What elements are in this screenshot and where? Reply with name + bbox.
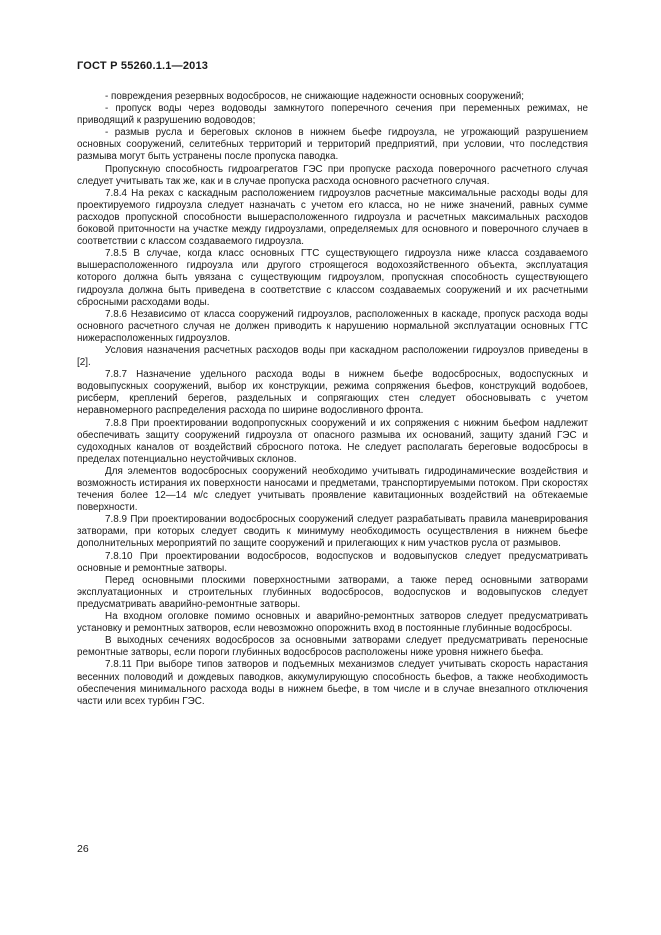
paragraph: 7.8.11 При выборе типов затворов и подъемных механизмов следует учитывать скорость нарастания весенних половодий и дождевых паводков, аккумулирующую способность бьефов, а также необходимость обеспечения минимального расхода воды в нижнем бьефе, в том числе и в случае внезапного отключения части или всех турбин ГЭС. [77,659,588,707]
page-number: 26 [77,843,89,855]
paragraph: В выходных сечениях водосбросов за основными затворами следует предусматривать переносные ремонтные затворы, если пороги глубинных водосбросов расположены ниже уровня нижнего бьефа. [77,635,588,659]
paragraph: 7.8.5 В случае, когда класс основных ГТС существующего гидроузла ниже класса создаваемого вышерасположенного гидроузла или другого строящегося водохозяйственного объекта, эксплуатация которого должна быть увязана с существующим гидроузлом, пропускная способность существующего гидроузла должна быть приведена в соответствие с классом создаваемых сооружений и их расчетными сбросными расходами воды. [77,248,588,308]
paragraph: 7.8.6 Независимо от класса сооружений гидроузлов, расположенных в каскаде, пропуск расхода воды основного расчетного случая не должен приводить к нарушению нормальной эксплуатации основных ГТС нижерасположенных гидроузлов. [77,308,588,344]
paragraph: На входном оголовке помимо основных и аварийно-ремонтных затворов следует предусматривать установку и ремонтных затворов, если невозможно опорожнить вход в постоянные глубинные водосбросы. [77,611,588,635]
paragraph: Условия назначения расчетных расходов воды при каскадном расположении гидроузлов приведены в [2]. [77,344,588,369]
paragraph: Перед основными плоскими поверхностными затворами, а также перед основными затворами эксплуатационных и строительных глубинных водосбросов, водоспусков и водовыпусков следует предусматривать аварийно-ремонтные затворы. [77,574,588,610]
paragraph: - пропуск воды через водоводы замкнутого поперечного сечения при переменных режимах, не приводящий к разрушению водоводов; [77,103,588,127]
paragraph: Для элементов водосбросных сооружений необходимо учитывать гидродинамические воздействия и возможность истирания их поверхности наносами и предметами, транспортируемыми потоком. При скоростях течения более 12—14 м/с следует учитывать проявление кавитационных воздействий на обтекаемые поверхности. [77,465,588,514]
paragraph: Пропускную способность гидроагрегатов ГЭС при пропуске расхода поверочного расчетного случая следует учитывать так же, как и в случае пропуска расхода основного расчетного случая. [77,163,588,187]
paragraph: 7.8.4 На реках с каскадным расположением гидроузлов расчетные максимальные расходы воды для проектируемого гидроузла следует назначать с учетом его класса, но не ниже значений, равных сумме расходов пропускной способности вышерасположенного гидроузла и расчетных максимальных расходов боковой приточности на участке между гидроузлами, определяемых для основного и поверочного случаев в соответствии с классом создаваемого гидроузла. [77,187,588,248]
paragraph: 7.8.8 При проектировании водопропускных сооружений и их сопряжения с нижним бьефом надлежит обеспечивать защиту сооружений гидроузла от опасного размыва их оснований, защиту зданий ГЭС и судоходных каналов от воздействий сбросного потока. Не следует располагать береговые водосбросы в пределах потенциально неустойчивых склонов. [77,417,588,465]
paragraph: 7.8.7 Назначение удельного расхода воды в нижнем бьефе водосбросных, водоспускных и водовыпускных сооружений, выбор их конструкции, режима сопряжения бьефов, конструкций водобоев, рисберм, креплений берегов, раздельных и сопрягающих стен следует обосновывать с учетом неравномерного распределения расхода по ширине водосливного фронта. [77,369,588,417]
document-body [77,91,588,708]
paragraph: 7.8.10 При проектировании водосбросов, водоспусков и водовыпусков следует предусматривать основные и ремонтные затворы. [77,550,588,574]
paragraph: - повреждения резервных водосбросов, не снижающие надежности основных сооружений; [105,91,525,102]
document-header: ГОСТ Р 55260.1.1—2013 [77,60,209,72]
paragraph: 7.8.9 При проектировании водосбросных сооружений следует разрабатывать правила маневрирования затворами, при которых следует сводить к минимуму необходимость осуществления в нижнем бьефе дополнительных мероприятий по защите сооружений и прилегающих к ним участков русла от размывов. [77,514,588,550]
paragraph: - размыв русла и береговых склонов в нижнем бьефе гидроузла, не угрожающий разрушением основных сооружений, селитебных территорий и территорий предприятий, при условии, что последствия размыва могут быть устранены после пропуска паводка. [77,127,588,163]
